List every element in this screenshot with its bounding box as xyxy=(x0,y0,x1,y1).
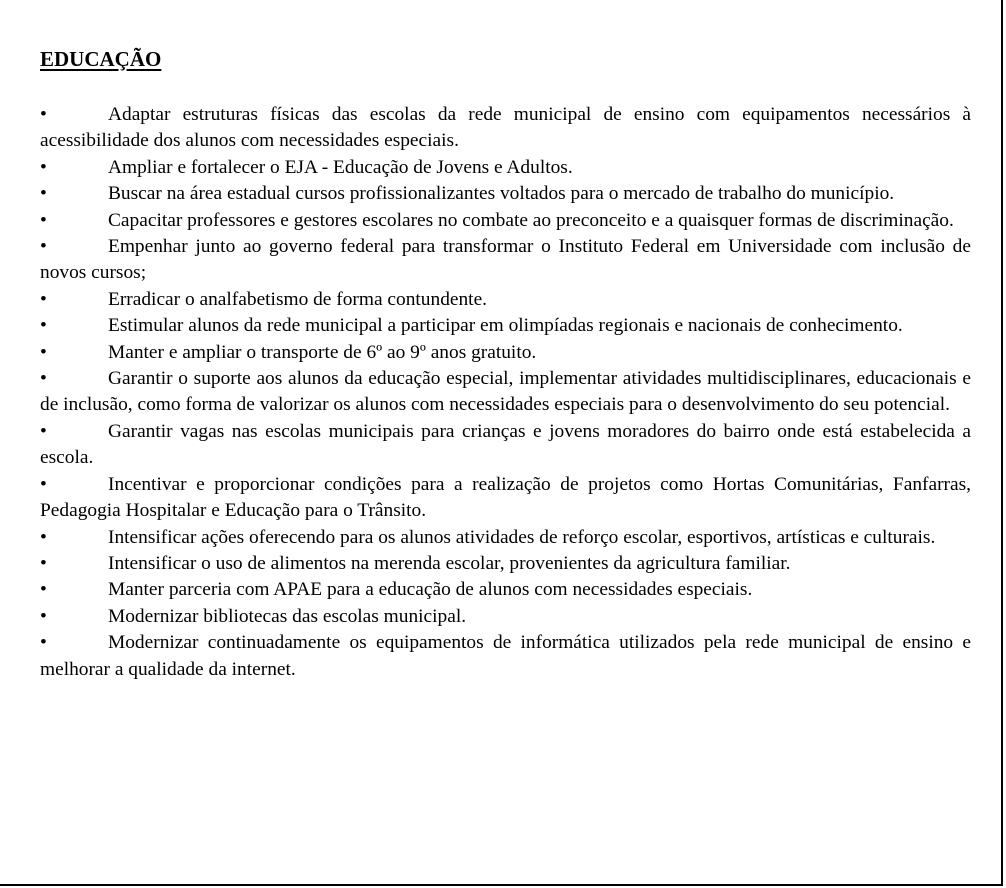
bullet-icon: • xyxy=(40,183,47,205)
list-item xyxy=(40,208,971,234)
list-item-text: Modernizar bibliotecas das escolas municipal. xyxy=(108,605,467,627)
bullet-list xyxy=(40,102,971,683)
list-item xyxy=(40,181,971,207)
list-item xyxy=(40,287,971,313)
bullet-icon: • xyxy=(40,236,47,258)
bullet-icon: • xyxy=(40,526,47,548)
list-item xyxy=(40,366,971,419)
list-item xyxy=(40,419,971,472)
list-item xyxy=(40,102,971,155)
list-item-text: Garantir vagas nas escolas municipais para crianças e jovens moradores do bairro onde está estabelecida a escola. xyxy=(40,420,971,469)
list-item xyxy=(40,525,971,551)
list-item-text: Modernizar continuadamente os equipamentos de informática utilizados pela rede municipal de ensino e melhorar a qualidade da internet. xyxy=(40,632,971,680)
list-item-text: Manter e ampliar o transporte de 6º ao 9º anos gratuito. xyxy=(108,341,537,363)
list-item-text: Erradicar o analfabetismo de forma contundente. xyxy=(108,288,488,310)
list-item xyxy=(40,155,971,181)
list-item-text: Garantir o suporte aos alunos da educação especial, implementar atividades multidisciplinares, educacionais e de inclusão, como forma de valorizar os alunos com necessidades especiais para o desenvolvimento do seu potencial. xyxy=(40,368,971,416)
list-item-text: Manter parceria com APAE para a educação de alunos com necessidades especiais. xyxy=(108,579,753,601)
bullet-icon: • xyxy=(40,341,47,363)
section-heading: EDUCAÇÃO xyxy=(40,47,162,71)
document-body xyxy=(40,44,971,683)
bullet-icon: • xyxy=(40,156,47,178)
list-item xyxy=(40,604,971,630)
list-item-text: Capacitar professores e gestores escolares no combate ao preconceito e a quaisquer formas de discriminação. xyxy=(108,209,954,231)
list-item-text: Incentivar e proporcionar condições para a realização de projetos como Hortas Comunitárias, Fanfarras, Pedagogia Hospitalar e Educação para o Trânsito. xyxy=(40,473,971,522)
list-item-text: Adaptar estruturas físicas das escolas da rede municipal de ensino com equipamentos necessários à acessibilidade dos alunos com necessidades especiais. xyxy=(40,104,971,152)
list-item-text: Intensificar o uso de alimentos na merenda escolar, provenientes da agricultura familiar. xyxy=(108,552,791,574)
list-item xyxy=(40,630,971,683)
bullet-icon: • xyxy=(40,209,47,231)
list-item-text: Empenhar junto ao governo federal para transformar o Instituto Federal em Universidade com inclusão de novos cursos; xyxy=(40,236,971,284)
bullet-icon: • xyxy=(40,368,47,390)
bullet-icon: • xyxy=(40,552,47,574)
bullet-icon: • xyxy=(40,579,47,601)
list-item xyxy=(40,577,971,603)
bullet-icon: • xyxy=(40,473,47,495)
list-item xyxy=(40,313,971,339)
bullet-icon: • xyxy=(40,605,47,627)
list-item xyxy=(40,472,971,525)
list-item xyxy=(40,340,971,366)
bullet-icon: • xyxy=(40,104,47,125)
list-item-text: Estimular alunos da rede municipal a participar em olimpíadas regionais e nacionais de conhecimento. xyxy=(108,315,903,337)
list-item xyxy=(40,551,971,577)
bullet-icon: • xyxy=(40,288,47,310)
bullet-icon: • xyxy=(40,632,47,654)
bullet-icon: • xyxy=(40,315,47,337)
list-item-text: Buscar na área estadual cursos profissionalizantes voltados para o mercado de trabalho do município. xyxy=(108,183,895,205)
bullet-icon: • xyxy=(40,420,47,442)
list-item-text: Ampliar e fortalecer o EJA - Educação de Jovens e Adultos. xyxy=(108,156,573,178)
list-item-text: Intensificar ações oferecendo para os alunos atividades de reforço escolar, esportivos, artísticas e culturais. xyxy=(108,526,936,548)
list-item xyxy=(40,234,971,287)
